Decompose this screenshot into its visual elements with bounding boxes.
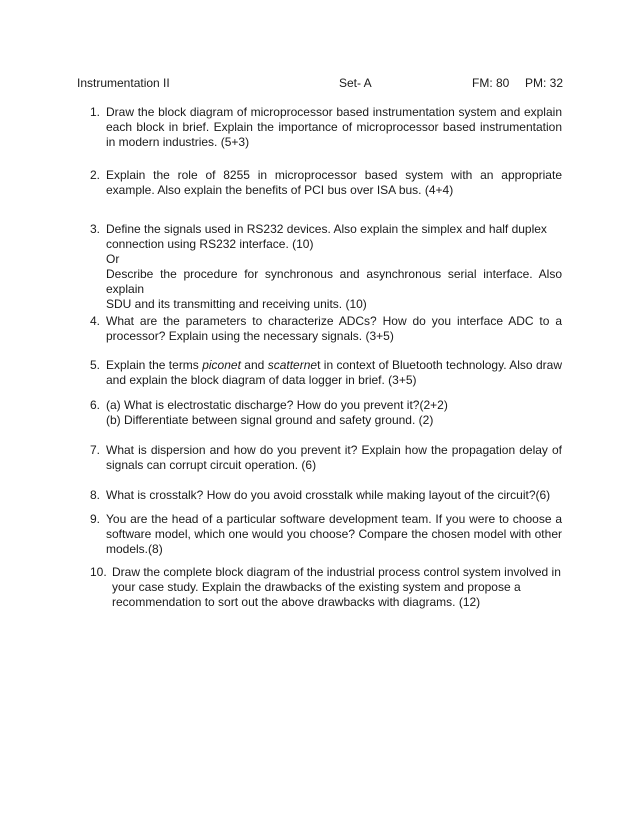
- exam-set: Set- A: [339, 76, 372, 90]
- question-line: in modern industries. (5+3): [106, 135, 250, 149]
- question-number: 9.: [90, 512, 101, 526]
- question-6: [90, 398, 562, 428]
- question-line: (b) Differentiate between signal ground and safety ground. (2): [106, 413, 434, 427]
- or-separator: Or: [106, 252, 120, 266]
- text-segment: t in context of Bluetooth technology. Also draw: [317, 358, 563, 372]
- question-line: You are the head of a particular software development team. If you were to choose a: [106, 512, 562, 526]
- question-3: [90, 222, 562, 312]
- question-9: [90, 512, 562, 557]
- question-line: SDU and its transmitting and receiving units. (10): [106, 297, 367, 311]
- question-line: Draw the block diagram of microprocessor based instrumentation system and explain: [106, 105, 562, 119]
- question-line: and explain the block diagram of data logger in brief. (3+5): [106, 373, 417, 387]
- pass-marks: PM: 32: [525, 76, 564, 90]
- question-10: [90, 565, 562, 610]
- question-line: software model, which one would you choose? Compare the chosen model with other: [106, 527, 562, 541]
- question-number: 5.: [90, 358, 101, 372]
- question-8: [90, 488, 562, 503]
- question-4: [90, 314, 562, 344]
- question-line: Define the signals used in RS232 devices. Also explain the simplex and half duplex: [106, 222, 547, 236]
- question-line: Draw the complete block diagram of the industrial process control system involved in: [112, 565, 561, 579]
- question-number: 7.: [90, 443, 101, 457]
- question-line: processor? Explain using the necessary signals. (3+5): [106, 329, 394, 343]
- question-line: recommendation to sort out the above drawbacks with diagrams. (12): [112, 595, 481, 609]
- question-number: 8.: [90, 488, 101, 502]
- full-marks: FM: 80: [472, 76, 510, 90]
- question-1: [90, 105, 562, 150]
- question-line: Describe the procedure for synchronous and asynchronous serial interface. Also explain: [106, 267, 562, 296]
- question-line: connection using RS232 interface. (10): [106, 237, 314, 251]
- term-scatternet: scatterne: [267, 358, 318, 372]
- question-number: 2.: [90, 168, 101, 182]
- question-line: your case study. Explain the drawbacks of the existing system and propose a: [112, 580, 521, 594]
- course-title: Instrumentation II: [77, 76, 170, 90]
- question-number: 6.: [90, 398, 101, 412]
- question-line: Explain the role of 8255 in microprocessor based system with an appropriate: [106, 168, 562, 182]
- question-line: What is crosstalk? How do you avoid crosstalk while making layout of the circuit?(6): [106, 488, 551, 502]
- question-number: 1.: [90, 105, 101, 119]
- question-line: models.(8): [106, 542, 163, 556]
- question-5: [90, 358, 562, 388]
- question-line: (a) What is electrostatic discharge? How do you prevent it?(2+2): [106, 398, 448, 412]
- question-line: each block in brief. Explain the importance of microprocessor based instrumentation: [106, 120, 562, 134]
- question-number: 4.: [90, 314, 101, 328]
- question-number: 10.: [90, 565, 107, 579]
- question-2: [90, 168, 562, 198]
- text-segment: and: [240, 358, 268, 372]
- text-segment: Explain the terms: [106, 358, 203, 372]
- question-line: [106, 358, 562, 373]
- question-line: What is dispersion and how do you prevent it? Explain how the propagation delay of: [106, 443, 562, 457]
- term-piconet: piconet: [202, 358, 241, 372]
- question-number: 3.: [90, 222, 101, 236]
- question-line: signals can corrupt circuit operation. (6): [106, 458, 317, 472]
- question-line: example. Also explain the benefits of PCI bus over ISA bus. (4+4): [106, 183, 454, 197]
- question-7: [90, 443, 562, 473]
- question-line: What are the parameters to characterize ADCs? How do you interface ADC to a: [106, 314, 562, 328]
